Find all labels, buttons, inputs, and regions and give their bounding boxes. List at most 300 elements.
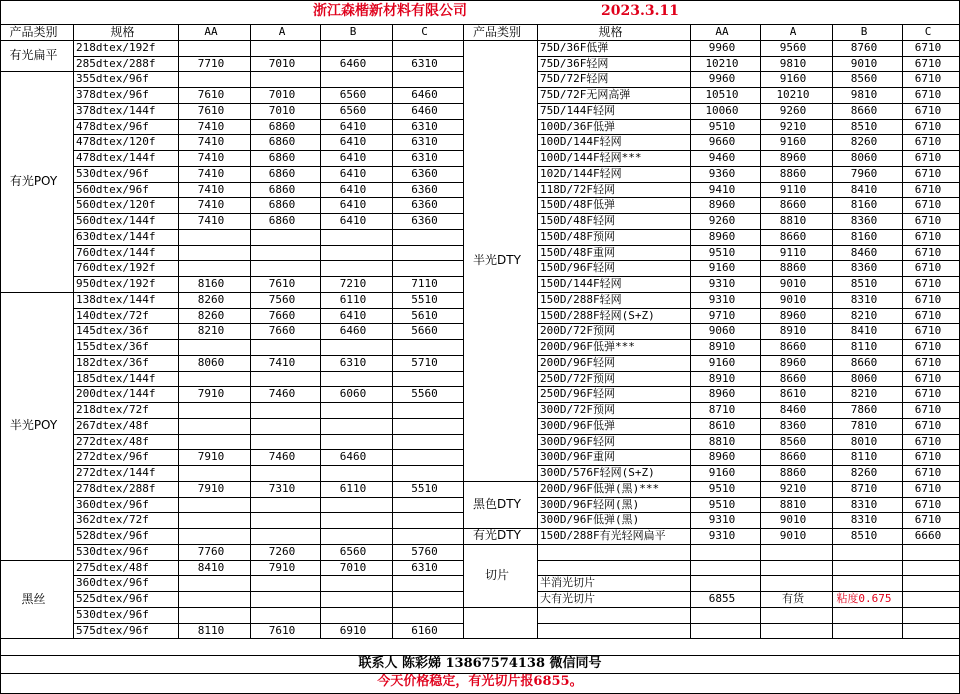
price-cell: [832, 560, 896, 576]
spec-cell: 218dtex/192f: [76, 40, 156, 54]
price-cell: [178, 512, 244, 528]
price-cell: 9510: [708, 481, 736, 495]
spec-cell: 478dtex/120f: [76, 135, 156, 149]
spec-cell: 大有光切片: [540, 592, 595, 605]
price-cell: 7310: [268, 481, 296, 495]
price-cell: 6710: [914, 513, 942, 527]
price-cell: 5560: [411, 387, 438, 401]
price-cell: 7410: [197, 166, 225, 180]
price-cell: 9510: [708, 119, 736, 133]
price-cell: [320, 434, 386, 450]
price-cell: [320, 245, 386, 261]
table-bottom: [0, 638, 960, 639]
price-cell: 8410: [850, 182, 878, 196]
price-cell: [832, 575, 896, 591]
price-cell: 8710: [850, 481, 878, 495]
price-cell: [392, 71, 457, 87]
price-cell: 7410: [268, 355, 296, 369]
price-cell: [320, 371, 386, 387]
spec-cell: 75D/144F轻网: [540, 103, 615, 117]
price-cell: [178, 575, 244, 591]
price-cell: [902, 544, 954, 560]
spec-cell: 75D/36F轻网: [540, 56, 609, 70]
price-cell: [392, 607, 457, 623]
price-cell: [320, 402, 386, 418]
left-header-category: 产品类别: [9, 25, 58, 39]
price-cell: 8310: [850, 513, 878, 527]
price-cell: [320, 339, 386, 355]
price-date: 2023.3.11: [601, 3, 679, 19]
price-cell: 6710: [914, 182, 942, 196]
price-cell: 9060: [708, 324, 736, 338]
price-cell: 8510: [850, 119, 878, 133]
price-cell: 6710: [914, 466, 942, 479]
price-cell: [760, 560, 826, 576]
price-cell: 6710: [914, 229, 942, 243]
left-header-grade: A: [278, 25, 286, 38]
price-cell: 8160: [197, 277, 225, 290]
price-cell: 6860: [268, 151, 296, 164]
price-cell: 8960: [708, 198, 736, 212]
spec-cell: 300D/96F轻网: [540, 434, 615, 448]
price-cell: 8060: [850, 151, 878, 164]
price-cell: 7410: [197, 135, 225, 149]
price-cell: 6560: [339, 544, 367, 558]
price-cell: 8560: [850, 72, 878, 86]
price-cell: 8460: [779, 403, 807, 416]
spec-cell: 145dtex/36f: [76, 324, 149, 338]
price-cell: 7460: [268, 387, 296, 401]
spec-cell: 950dtex/192f: [76, 277, 156, 290]
price-cell: [320, 418, 386, 434]
price-cell: 10060: [705, 103, 739, 117]
price-cell: 7410: [197, 214, 225, 227]
price-cell: 9260: [708, 214, 736, 227]
price-cell: 8360: [779, 418, 807, 432]
col-rule: [392, 24, 393, 638]
price-cell: 6860: [268, 119, 296, 133]
price-cell: 8310: [850, 497, 878, 511]
price-cell: [250, 402, 314, 418]
price-cell: 6710: [914, 245, 942, 259]
price-cell: [690, 544, 754, 560]
spec-cell: 75D/72F无网高弹: [540, 88, 631, 101]
price-notice: 今天价格稳定，有光切片报6855。: [377, 674, 583, 689]
price-cell: [392, 371, 457, 387]
price-cell: 6710: [914, 371, 942, 385]
spec-cell: 200D/72F预网: [540, 324, 615, 338]
price-cell: 9160: [708, 261, 736, 275]
price-cell: 8060: [850, 371, 878, 385]
price-cell: 9310: [708, 513, 736, 527]
price-cell: 8510: [850, 529, 878, 542]
price-cell: 6860: [268, 166, 296, 180]
price-cell: 6710: [914, 292, 942, 306]
price-cell: [392, 465, 457, 481]
price-cell: 6910: [339, 623, 367, 637]
price-cell: 7110: [411, 277, 438, 290]
price-cell: 6710: [914, 434, 942, 448]
spec-cell: [537, 560, 687, 576]
spec-cell: 267dtex/48f: [76, 418, 149, 432]
spec-cell: 272dtex/144f: [76, 466, 156, 479]
price-cell: 8660: [850, 103, 878, 117]
price-cell: 6710: [914, 151, 942, 164]
price-cell: 6710: [914, 103, 942, 117]
price-cell: 9310: [708, 529, 736, 542]
price-cell: 7560: [268, 292, 296, 306]
price-cell: 7610: [197, 88, 225, 101]
price-cell: 8960: [708, 387, 736, 401]
col-rule: [902, 24, 903, 638]
price-cell: 7610: [197, 103, 225, 117]
price-cell: 7760: [197, 544, 225, 558]
price-cell: 粘度0.675: [836, 592, 892, 605]
price-cell: [178, 607, 244, 623]
price-cell: [760, 575, 826, 591]
col-rule: [73, 24, 74, 638]
price-cell: [250, 465, 314, 481]
spec-cell: 478dtex/144f: [76, 151, 156, 164]
category-label: 半光POY: [9, 417, 58, 432]
price-cell: 7210: [339, 277, 367, 290]
price-cell: 5660: [411, 324, 438, 338]
spec-cell: 155dtex/36f: [76, 340, 149, 353]
category-label: 半光DTY: [473, 252, 521, 267]
left-header-grade: B: [349, 25, 357, 38]
price-cell: [178, 229, 244, 245]
spec-cell: 半消光切片: [540, 576, 595, 590]
price-cell: 8760: [850, 40, 878, 54]
spec-cell: 300D/96F轻网(黑): [540, 497, 640, 511]
price-cell: 7910: [268, 560, 296, 574]
price-cell: [392, 497, 457, 513]
spec-cell: 250D/96F轻网: [540, 387, 615, 401]
price-cell: [392, 512, 457, 528]
price-cell: 6460: [339, 56, 367, 70]
price-cell: 8010: [850, 434, 878, 448]
price-cell: 7460: [268, 450, 296, 464]
spec-cell: 272dtex/96f: [76, 450, 149, 464]
price-cell: 6710: [914, 72, 942, 86]
price-cell: 9010: [779, 277, 807, 290]
company-title: 浙江森楷新材料有限公司: [313, 3, 467, 19]
price-cell: 6410: [339, 214, 367, 227]
price-cell: 6710: [914, 355, 942, 369]
price-cell: 6860: [268, 135, 296, 149]
price-cell: 5510: [411, 292, 438, 306]
spec-cell: 218dtex/72f: [76, 403, 149, 416]
price-cell: [250, 339, 314, 355]
price-cell: 8660: [779, 371, 807, 385]
left-header-spec: 规格: [110, 25, 135, 39]
price-cell: [392, 528, 457, 544]
price-cell: 6310: [411, 151, 438, 164]
price-cell: 9460: [708, 151, 736, 164]
price-cell: 6710: [914, 166, 942, 180]
col-rule: [690, 24, 691, 638]
price-cell: 9360: [708, 166, 736, 180]
price-cell: 7910: [197, 450, 225, 464]
right-header-grade: A: [789, 25, 797, 38]
spec-cell: 630dtex/144f: [76, 229, 156, 243]
price-cell: [902, 560, 954, 576]
col-rule: [250, 24, 251, 638]
price-cell: 6710: [914, 214, 942, 227]
price-cell: 7660: [268, 324, 296, 338]
price-cell: 5610: [411, 308, 438, 322]
price-cell: [250, 371, 314, 387]
price-cell: [178, 591, 244, 607]
price-cell: [178, 339, 244, 355]
spec-cell: 300D/576F轻网(S+Z): [540, 466, 655, 479]
price-cell: 6310: [411, 560, 438, 574]
right-header-spec: 规格: [598, 25, 623, 39]
col-rule: [537, 24, 538, 638]
spec-cell: 150D/288F轻网(S+Z): [540, 308, 655, 322]
price-cell: 8960: [779, 308, 807, 322]
spec-cell: 150D/48F重网: [540, 245, 615, 259]
price-cell: 7410: [197, 182, 225, 196]
price-cell: 8310: [850, 292, 878, 306]
spec-cell: 75D/36F低弹: [540, 40, 609, 54]
price-cell: 9010: [779, 292, 807, 306]
spec-cell: 150D/48F轻网: [540, 214, 615, 227]
spec-cell: 760dtex/192f: [76, 261, 156, 275]
price-cell: 8810: [779, 214, 807, 227]
price-cell: 8210: [197, 324, 225, 338]
price-cell: 6310: [411, 56, 438, 70]
price-cell: 10510: [705, 88, 739, 101]
left-header-grade: AA: [204, 25, 218, 38]
price-cell: [902, 591, 954, 607]
right-header-grade: B: [860, 25, 868, 38]
price-cell: [392, 591, 457, 607]
price-cell: [320, 512, 386, 528]
price-cell: [178, 245, 244, 261]
spec-cell: 138dtex/144f: [76, 292, 156, 306]
category-label: 切片: [484, 567, 509, 582]
price-cell: 7910: [197, 481, 225, 495]
price-cell: 9110: [779, 245, 807, 259]
spec-cell: 150D/48F低弹: [540, 198, 615, 212]
price-cell: 8710: [708, 403, 736, 416]
price-cell: 8510: [850, 277, 878, 290]
contact-line: 联系人 陈彩娣 13867574138 微信同号: [358, 656, 602, 671]
price-cell: [392, 575, 457, 591]
price-cell: 6860: [268, 182, 296, 196]
price-cell: 10210: [705, 56, 739, 70]
price-cell: [250, 260, 314, 276]
spec-cell: 355dtex/96f: [76, 72, 149, 86]
price-cell: 6060: [339, 387, 367, 401]
price-cell: 7260: [268, 544, 296, 558]
price-cell: [320, 528, 386, 544]
price-cell: 6460: [339, 450, 367, 464]
price-cell: 6110: [339, 481, 367, 495]
price-cell: 8410: [850, 324, 878, 338]
price-cell: 7010: [268, 56, 296, 70]
col-rule: [320, 24, 321, 638]
price-cell: 8260: [197, 292, 225, 306]
price-cell: [320, 260, 386, 276]
spec-cell: 275dtex/48f: [76, 560, 149, 574]
price-cell: [392, 229, 457, 245]
price-cell: 8160: [850, 229, 878, 243]
price-cell: 6710: [914, 40, 942, 54]
price-cell: [902, 575, 954, 591]
spec-cell: 100D/36F低弹: [540, 119, 615, 133]
price-cell: 8660: [779, 450, 807, 464]
price-cell: 9960: [708, 72, 736, 86]
category-label: 有光POY: [9, 174, 58, 189]
spec-cell: 140dtex/72f: [76, 308, 149, 322]
price-cell: 6710: [914, 418, 942, 432]
spec-cell: 530dtex/96f: [76, 607, 149, 621]
price-cell: [392, 434, 457, 450]
price-cell: [178, 260, 244, 276]
price-cell: 6710: [914, 277, 942, 290]
price-cell: 8860: [779, 261, 807, 275]
price-cell: 9260: [779, 103, 807, 117]
price-cell: 8960: [708, 450, 736, 464]
col-rule: [178, 24, 179, 638]
price-cell: 8410: [197, 560, 225, 574]
price-cell: [392, 40, 457, 56]
price-cell: 9810: [850, 88, 878, 101]
price-cell: [690, 575, 754, 591]
price-cell: 8560: [779, 434, 807, 448]
spec-cell: 100D/144F轻网: [540, 135, 622, 149]
price-cell: 6710: [914, 387, 942, 401]
price-cell: 6860: [268, 198, 296, 212]
spec-cell: 362dtex/72f: [76, 513, 149, 527]
spec-cell: 150D/288F有光轻网扁平: [540, 529, 666, 542]
price-cell: 8960: [779, 355, 807, 369]
spec-cell: 360dtex/96f: [76, 576, 149, 590]
spec-cell: 102D/144F轻网: [540, 166, 622, 180]
price-cell: 6460: [339, 324, 367, 338]
price-cell: [320, 607, 386, 623]
price-cell: [760, 544, 826, 560]
spec-cell: 360dtex/96f: [76, 497, 149, 511]
spec-cell: 478dtex/96f: [76, 119, 149, 133]
row-rule: [537, 623, 960, 624]
price-cell: [250, 245, 314, 261]
price-cell: [392, 339, 457, 355]
spec-cell: [537, 544, 687, 560]
price-cell: [320, 71, 386, 87]
spec-cell: 525dtex/96f: [76, 592, 149, 605]
spec-cell: 575dtex/96f: [76, 623, 149, 637]
price-cell: 6410: [339, 119, 367, 133]
price-cell: 8810: [779, 497, 807, 511]
category-label: 有光扁平: [9, 47, 58, 62]
price-cell: 8260: [850, 135, 878, 149]
right-header-grade: AA: [715, 25, 729, 38]
price-cell: [178, 71, 244, 87]
spec-cell: 150D/48F预网: [540, 229, 615, 243]
spec-cell: 560dtex/120f: [76, 198, 156, 212]
price-cell: [250, 71, 314, 87]
price-cell: [250, 591, 314, 607]
price-cell: 7610: [268, 623, 296, 637]
price-cell: 6710: [914, 119, 942, 133]
spec-cell: 560dtex/144f: [76, 214, 156, 227]
spec-cell: 560dtex/96f: [76, 182, 149, 196]
spec-cell: 760dtex/144f: [76, 245, 156, 259]
price-cell: 有货: [782, 592, 804, 605]
price-cell: 6360: [411, 198, 438, 212]
price-cell: [250, 434, 314, 450]
price-cell: 8810: [708, 434, 736, 448]
price-cell: 6710: [914, 403, 942, 416]
spec-cell: 118D/72F轻网: [540, 182, 615, 196]
price-cell: [392, 402, 457, 418]
spec-cell: 300D/96F重网: [540, 450, 615, 464]
price-cell: 8860: [779, 166, 807, 180]
spec-cell: 272dtex/48f: [76, 434, 149, 448]
spec-cell: 185dtex/144f: [76, 371, 156, 385]
spec-cell: 150D/96F轻网: [540, 261, 615, 275]
price-cell: 8660: [779, 229, 807, 243]
price-cell: 9510: [708, 245, 736, 259]
price-cell: 6710: [914, 135, 942, 149]
price-cell: [178, 371, 244, 387]
price-cell: 6410: [339, 135, 367, 149]
price-cell: 9010: [779, 513, 807, 527]
price-cell: 6410: [339, 151, 367, 164]
price-cell: 7010: [268, 88, 296, 101]
price-cell: [250, 607, 314, 623]
price-cell: [250, 40, 314, 56]
price-cell: 7660: [268, 308, 296, 322]
price-cell: 7410: [197, 119, 225, 133]
price-cell: 8460: [850, 245, 878, 259]
spec-cell: 100D/144F轻网***: [540, 151, 642, 164]
col-rule: [760, 24, 761, 638]
price-cell: 7010: [268, 103, 296, 117]
price-cell: 9410: [708, 182, 736, 196]
price-cell: 8610: [708, 418, 736, 432]
price-cell: 8110: [197, 623, 225, 637]
price-cell: 6410: [339, 198, 367, 212]
price-cell: 8210: [850, 308, 878, 322]
price-cell: 8260: [197, 308, 225, 322]
price-cell: [250, 528, 314, 544]
price-cell: [178, 40, 244, 56]
price-cell: 8910: [708, 340, 736, 353]
spec-cell: 530dtex/96f: [76, 166, 149, 180]
price-cell: 7410: [197, 198, 225, 212]
col-rule: [463, 24, 464, 638]
price-cell: [178, 528, 244, 544]
price-cell: 7610: [268, 277, 296, 290]
price-cell: [320, 575, 386, 591]
spec-cell: 278dtex/288f: [76, 481, 156, 495]
spec-cell: 528dtex/96f: [76, 529, 149, 542]
price-cell: 6460: [411, 103, 438, 117]
price-cell: 5510: [411, 481, 438, 495]
price-cell: 10210: [776, 88, 810, 101]
price-cell: [320, 465, 386, 481]
price-cell: 8160: [850, 198, 878, 212]
price-cell: [320, 40, 386, 56]
price-cell: [250, 497, 314, 513]
price-cell: 6310: [339, 355, 367, 369]
spec-cell: 300D/72F预网: [540, 403, 615, 416]
price-cell: 9160: [779, 135, 807, 149]
